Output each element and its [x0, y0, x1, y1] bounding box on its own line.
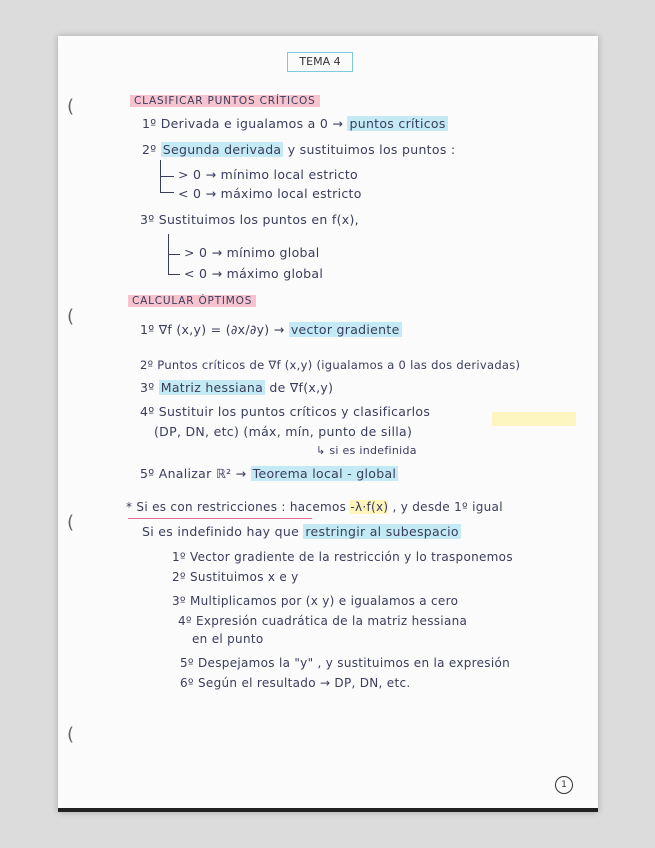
step-line: 4º Sustituir los puntos críticos y clasificarlos [140, 404, 431, 419]
section-heading-optimos: CALCULAR ÓPTIMOS [128, 292, 256, 307]
binder-hole-mark: ( [67, 724, 75, 745]
sub-line: (DP, DN, etc) (máx, mín, punto de silla) [154, 424, 413, 439]
branch-line [168, 274, 180, 275]
sub-step-line: 4º Expresión cuadrática de la matriz hessiana [178, 614, 468, 628]
step-line: 2º Puntos críticos de ∇f (x,y) (igualamos a 0 las dos derivadas) [140, 358, 521, 372]
sub-line: > 0 → mínimo global [184, 245, 320, 260]
binder-hole-mark: ( [67, 512, 75, 533]
sub-step-line: 6º Según el resultado → DP, DN, etc. [180, 676, 411, 690]
step-line: 1º ∇f (x,y) = (∂x/∂y) → vector gradiente [140, 322, 400, 337]
step-line: 2º Segunda derivada y sustituimos los puntos : [142, 142, 456, 157]
restriction-line: Si es indefinido hay que restringir al subespacio [142, 524, 459, 539]
sub-line: ↳ si es indefinida [316, 444, 417, 457]
sub-step-line: 3º Multiplicamos por (x y) e igualamos a cero [172, 594, 459, 608]
page-title: TEMA 4 [287, 52, 353, 72]
binder-hole-mark: ( [67, 96, 75, 117]
page-bottom-edge [58, 808, 598, 812]
sub-line: < 0 → máximo local estricto [178, 186, 362, 201]
step-line: 3º Matriz hessiana de ∇f(x,y) [140, 380, 334, 395]
sub-line: > 0 → mínimo local estricto [178, 167, 358, 182]
page-number: 1 [555, 776, 573, 794]
underline [128, 518, 312, 519]
restriction-line: * Si es con restricciones : hacemos -λ·f(x) , y desde 1º igual [126, 500, 503, 514]
branch-line [160, 192, 174, 193]
step-line: 5º Analizar ℝ² → Teorema local - global [140, 466, 397, 481]
sub-step-line: en el punto [192, 632, 264, 646]
sub-step-line: 2º Sustituimos x e y [172, 570, 299, 584]
sub-line: < 0 → máximo global [184, 266, 324, 281]
binder-hole-mark: ( [67, 306, 75, 327]
section-heading-clasificar: CLASIFICAR PUNTOS CRÍTICOS [130, 92, 320, 107]
branch-line [160, 176, 174, 177]
sub-step-line: 1º Vector gradiente de la restricción y lo trasponemos [172, 550, 513, 564]
branch-line [168, 254, 180, 255]
sub-step-line: 5º Despejamos la "y" , y sustituimos en la expresión [180, 656, 511, 670]
step-line: 3º Sustituimos los puntos en f(x), [140, 212, 359, 227]
highlight-mark [492, 412, 576, 426]
step-line: 1º Derivada e igualamos a 0 → puntos críticos [142, 116, 446, 131]
